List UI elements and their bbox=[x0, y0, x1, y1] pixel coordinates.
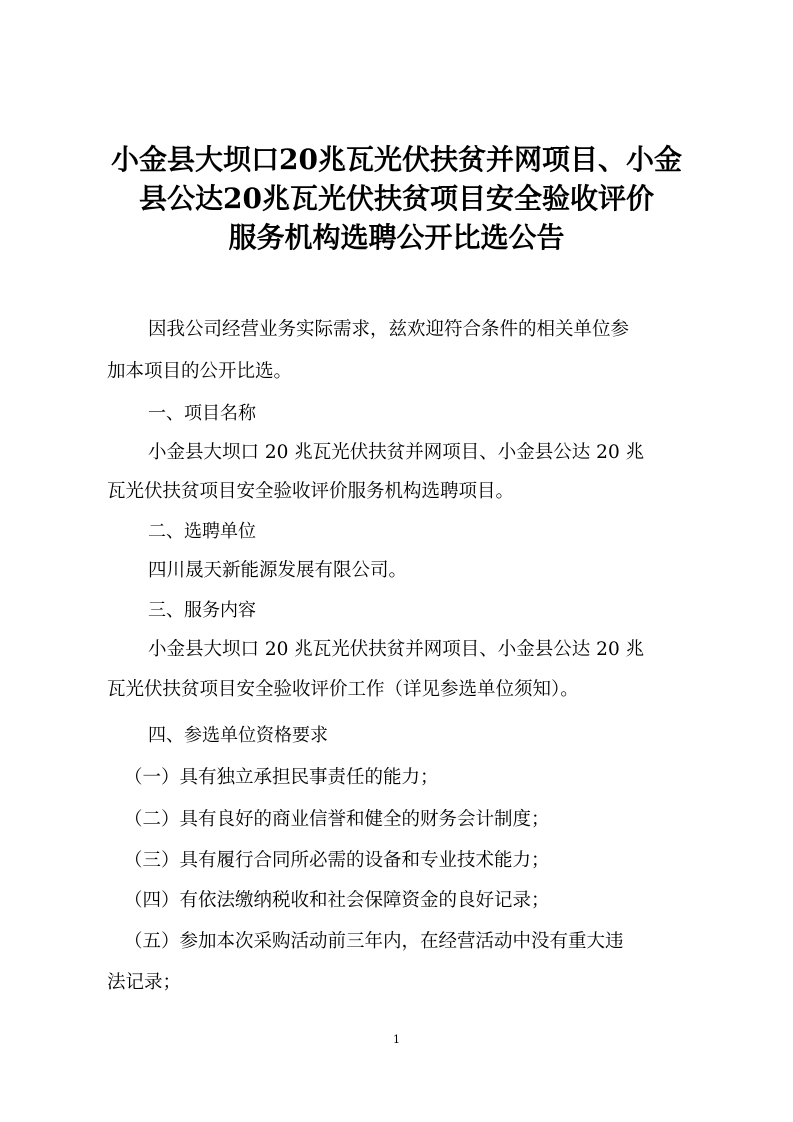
section-1-line-2: 瓦光伏扶贫项目安全验收评价服务机构选聘项目。 bbox=[107, 481, 515, 502]
requirement-1: （一）具有独立承担民事责任的能力； bbox=[124, 767, 439, 788]
requirement-5-line-1: （五）参加本次采购活动前三年内，在经营活动中没有重大违 bbox=[124, 931, 624, 952]
document-title bbox=[70, 140, 723, 257]
requirement-3: （三）具有履行合同所必需的设备和专业技术能力； bbox=[124, 850, 550, 871]
intro-line-1: 因我公司经营业务实际需求，兹欢迎符合条件的相关单位参 bbox=[148, 319, 630, 340]
requirement-2: （二）具有良好的商业信誉和健全的财务会计制度； bbox=[124, 809, 550, 830]
section-3-heading: 三、服务内容 bbox=[148, 600, 256, 621]
title-line-3: 服务机构选聘公开比选公告 bbox=[228, 221, 565, 254]
section-1-heading: 一、项目名称 bbox=[148, 403, 256, 424]
title-line-1: 小金县大坝口20兆瓦光伏扶贫并网项目、小金 bbox=[111, 143, 682, 176]
requirement-5-line-2: 法记录； bbox=[107, 972, 182, 993]
section-2-line-1: 四川晟天新能源发展有限公司。 bbox=[148, 560, 408, 581]
section-2-heading: 二、选聘单位 bbox=[148, 521, 256, 542]
section-4-heading: 四、参选单位资格要求 bbox=[148, 725, 328, 746]
title-line-2: 县公达20兆瓦光伏扶贫项目安全验收评价 bbox=[139, 182, 654, 215]
section-1-line-1: 小金县大坝口 20 兆瓦光伏扶贫并网项目、小金县公达 20 兆 bbox=[148, 442, 645, 463]
requirement-4: （四）有依法缴纳税收和社会保障资金的良好记录； bbox=[124, 890, 550, 911]
page-number: 1 bbox=[393, 1033, 400, 1046]
section-3-line-1: 小金县大坝口 20 兆瓦光伏扶贫并网项目、小金县公达 20 兆 bbox=[148, 639, 645, 660]
section-3-line-2: 瓦光伏扶贫项目安全验收评价工作（详见参选单位须知）。 bbox=[107, 679, 579, 700]
intro-line-2: 加本项目的公开比选。 bbox=[107, 361, 293, 382]
